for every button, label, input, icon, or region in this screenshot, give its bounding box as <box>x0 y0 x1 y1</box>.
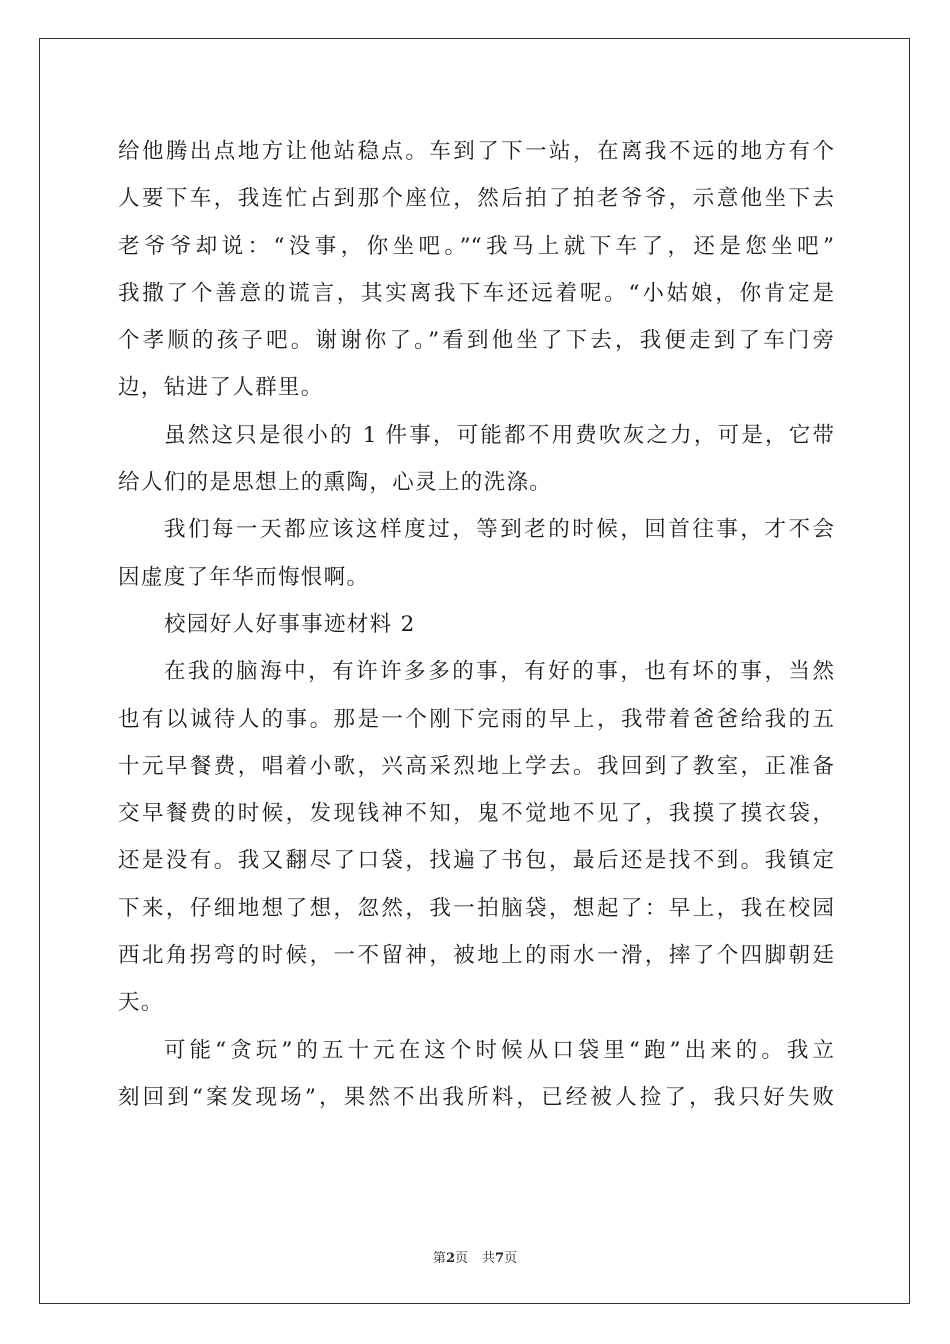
text-line: 老爷爷却说：“没事，你坐吧。”“我马上就下车了，还是您坐吧” <box>118 233 834 259</box>
text-line: 个孝顺的孩子吧。谢谢你了。”看到他坐了下去，我便走到了车门旁 <box>118 328 834 354</box>
text-line: 人要下车，我连忙占到那个座位，然后拍了拍老爷爷，示意他坐下去 <box>118 186 834 212</box>
page-prefix: 第 <box>432 1251 446 1266</box>
text-line: 给人们的是思想上的熏陶，心灵上的洗涤。 <box>118 470 553 496</box>
text-line: 交早餐费的时候，发现钱神不知，鬼不觉地不见了，我摸了摸衣袋， <box>118 801 834 827</box>
page-number: 2 <box>445 1251 455 1266</box>
text-line: 天。 <box>118 990 164 1016</box>
total-prefix: 共 <box>482 1251 496 1266</box>
page-suffix: 页 <box>454 1251 468 1266</box>
page-footer <box>0 1247 950 1266</box>
text-line: 西北角拐弯的时候，一不留神，被地上的雨水一滑，摔了个四脚朝廷 <box>118 943 834 969</box>
text-line: 也有以诚待人的事。那是一个刚下完雨的早上，我带着爸爸给我的五 <box>118 706 834 732</box>
text-line: 刻回到“案发现场”，果然不出我所料，已经被人捡了，我只好失败 <box>118 1084 834 1110</box>
text-line: 虽然这只是很小的 1 件事，可能都不用费吹灰之力，可是，它带 <box>164 422 834 448</box>
total-pages: 7 <box>495 1251 505 1266</box>
text-line: 我们每一天都应该这样度过，等到老的时候，回首往事，才不会 <box>164 517 834 543</box>
document-body <box>118 128 834 1121</box>
text-line: 十元早餐费，唱着小歌，兴高采烈地上学去。我回到了教室，正准备 <box>118 753 834 779</box>
text-line: 给他腾出点地方让他站稳点。车到了下一站，在离我不远的地方有个 <box>118 139 834 164</box>
text-line: 校园好人好事事迹材料 2 <box>164 611 416 637</box>
text-line: 下来，仔细地想了想，忽然，我一拍脑袋，想起了：早上，我在校园 <box>118 895 834 921</box>
text-line: 边，钻进了人群里。 <box>118 375 324 401</box>
text-line: 因虚度了年华而悔恨啊。 <box>118 564 370 590</box>
text-line: 还是没有。我又翻尽了口袋，找遍了书包，最后还是找不到。我镇定 <box>118 848 834 874</box>
total-suffix: 页 <box>504 1251 518 1266</box>
text-line: 可能“贪玩”的五十元在这个时候从口袋里“跑”出来的。我立 <box>164 1037 834 1063</box>
text-line: 在我的脑海中，有许许多多的事，有好的事，也有坏的事，当然 <box>164 659 834 685</box>
text-line: 我撒了个善意的谎言，其实离我下车还远着呢。“小姑娘，你肯定是 <box>118 280 834 306</box>
